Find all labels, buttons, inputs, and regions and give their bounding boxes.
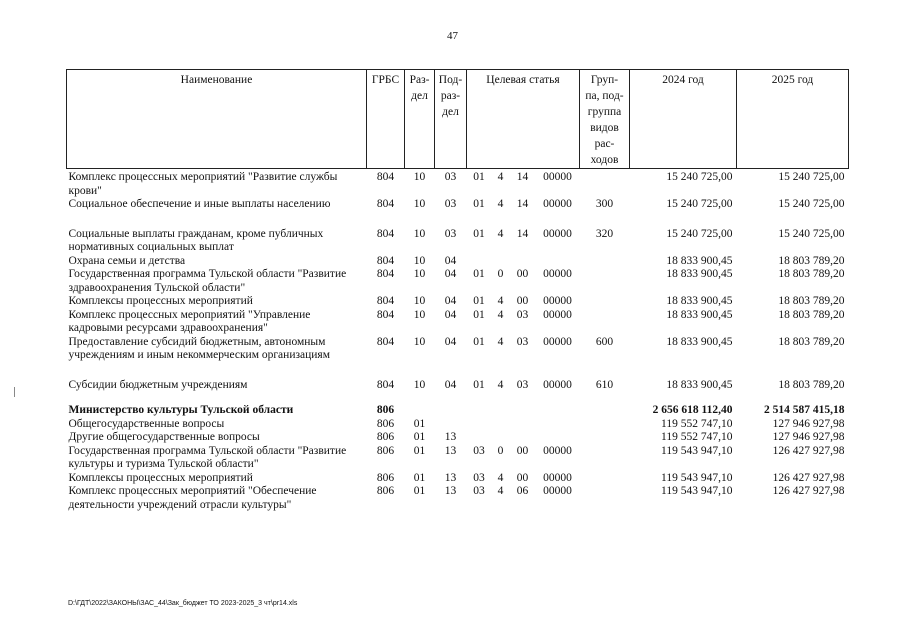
row-name: Другие общегосударственные вопросы [68, 431, 260, 443]
row-target-type [492, 431, 510, 445]
row-target-program: 01 [473, 198, 485, 210]
row-target-type: 4 [497, 198, 504, 210]
row-grbs: 804 [376, 308, 395, 321]
table-row [67, 198, 849, 228]
row-amount-2025: 127 946 927,98 [772, 417, 845, 430]
row-target-type [492, 404, 510, 418]
row-target-code [536, 431, 580, 445]
row-amount-2025: 18 803 789,20 [778, 335, 845, 348]
row-target-type: 4 [497, 227, 504, 240]
row-name: Комплекс процессных мероприятий "Управление кадровыми ресурсами здравоохранения" [68, 308, 311, 334]
table-row [67, 309, 849, 336]
row-target-program: 01 [473, 295, 485, 307]
row-target-program [467, 404, 492, 418]
row-grbs: 806 [376, 471, 395, 484]
row-target-complex: 00 [516, 444, 529, 457]
table-row [67, 268, 849, 295]
row-target-code: 00000 [543, 227, 572, 240]
row-podrazdel: 04 [444, 254, 457, 267]
row-target-code [536, 418, 580, 432]
row-amount-2024: 2 656 618 112,40 [652, 404, 733, 416]
row-target-program [467, 431, 492, 445]
row-name: Субсидии бюджетным учреждениям [68, 378, 248, 391]
row-razdel: 10 [413, 378, 426, 391]
row-razdel: 10 [413, 268, 426, 280]
row-target-type: 0 [497, 444, 504, 457]
row-target-complex: 14 [516, 171, 529, 183]
row-amount-2024: 18 833 900,45 [666, 295, 733, 307]
row-amount-2025: 126 427 927,98 [772, 471, 845, 484]
row-target-program: 01 [473, 308, 485, 321]
row-name: Министерство культуры Тульской области [68, 404, 294, 416]
row-target-code: 00000 [543, 268, 572, 280]
row-podrazdel: 13 [444, 431, 457, 443]
table-row [67, 445, 849, 472]
row-razdel: 01 [413, 431, 426, 443]
header-podrazdel: Под- раз- дел [435, 70, 467, 169]
row-amount-2024: 119 543 947,10 [661, 485, 733, 497]
row-amount-2024: 15 240 725,00 [666, 198, 733, 210]
row-target-complex: 00 [516, 295, 529, 307]
header-razdel: Раз- дел [405, 70, 435, 169]
row-target-type: 4 [497, 308, 504, 321]
row-grbs: 804 [376, 295, 395, 307]
row-amount-2025: 18 803 789,20 [778, 295, 845, 307]
row-amount-2025: 18 803 789,20 [778, 254, 845, 267]
row-target-program: 03 [473, 444, 485, 457]
row-target-program: 03 [473, 485, 485, 497]
row-target-type: 4 [497, 471, 504, 484]
row-target-program: 01 [473, 227, 485, 240]
row-expense-group [580, 169, 630, 199]
row-grbs: 806 [376, 444, 395, 457]
table-row [67, 169, 849, 199]
row-amount-2025: 15 240 725,00 [778, 227, 845, 240]
row-target-code: 00000 [543, 198, 572, 210]
row-target-program: 01 [473, 335, 485, 348]
row-razdel: 01 [413, 444, 426, 457]
row-target-complex: 03 [516, 335, 529, 348]
row-target-program: 01 [473, 268, 485, 280]
row-podrazdel: 04 [444, 308, 457, 321]
row-target-program [467, 255, 492, 269]
row-target-code: 00000 [543, 308, 572, 321]
row-expense-group [580, 404, 630, 418]
row-target-complex [510, 431, 536, 445]
row-amount-2024: 119 543 947,10 [661, 444, 733, 457]
row-target-code: 00000 [543, 378, 572, 391]
row-target-complex: 00 [516, 471, 529, 484]
row-podrazdel [435, 418, 467, 432]
row-name: Социальные выплаты гражданам, кроме публичных нормативных социальных выплат [68, 227, 324, 253]
row-amount-2025: 126 427 927,98 [772, 485, 845, 497]
row-expense-group [580, 255, 630, 269]
row-expense-group [580, 309, 630, 336]
header-2025: 2025 год [737, 70, 849, 169]
row-target-complex [510, 418, 536, 432]
row-podrazdel: 03 [444, 198, 457, 210]
row-target-program [467, 418, 492, 432]
row-grbs: 804 [376, 254, 395, 267]
header-target-article: Целевая статья [467, 70, 580, 169]
file-path-footer: D:\ГДТ\2022\ЗАКОНЫ\ЗАС_44\Зак_бюджет ТО 2023-2025_3 чт\pr14.xls [68, 600, 298, 607]
row-grbs: 804 [376, 378, 395, 391]
row-amount-2025: 15 240 725,00 [778, 171, 845, 183]
row-expense-group: 610 [595, 378, 614, 391]
page-number: 47 [447, 30, 458, 42]
row-target-complex: 03 [516, 308, 529, 321]
row-grbs: 804 [376, 198, 395, 210]
row-amount-2024: 18 833 900,45 [666, 308, 733, 321]
row-podrazdel: 13 [444, 471, 457, 484]
row-target-complex [510, 255, 536, 269]
row-amount-2024: 119 543 947,10 [661, 471, 733, 484]
row-target-complex: 03 [516, 378, 529, 391]
table-row [67, 255, 849, 269]
row-name: Комплексы процессных мероприятий [68, 295, 253, 307]
row-amount-2024: 18 833 900,45 [666, 254, 733, 267]
row-name: Социальное обеспечение и иные выплаты населению [68, 198, 331, 210]
row-expense-group [580, 268, 630, 295]
row-target-complex [510, 404, 536, 418]
row-name: Комплекс процессных мероприятий "Развитие службы крови" [68, 171, 338, 197]
row-grbs: 806 [376, 485, 395, 497]
row-amount-2025: 2 514 587 415,18 [764, 404, 845, 416]
row-name: Предоставление субсидий бюджетным, автономным учреждениям и иным некоммерческим организациям [68, 335, 330, 361]
row-amount-2024: 15 240 725,00 [666, 171, 733, 183]
row-expense-group [580, 485, 630, 512]
table-row [67, 379, 849, 405]
row-expense-group [580, 295, 630, 309]
row-target-type: 4 [497, 171, 504, 183]
row-amount-2024: 15 240 725,00 [666, 227, 733, 240]
row-podrazdel: 03 [444, 227, 457, 240]
row-amount-2025: 18 803 789,20 [778, 378, 845, 391]
row-expense-group [580, 418, 630, 432]
table-row [67, 228, 849, 255]
row-razdel: 01 [413, 417, 426, 430]
row-target-type [492, 255, 510, 269]
row-razdel: 10 [413, 335, 426, 348]
row-grbs: 804 [376, 171, 395, 183]
table-body [67, 169, 849, 513]
row-expense-group: 300 [595, 198, 614, 210]
table-row [67, 418, 849, 432]
table-row [67, 431, 849, 445]
row-target-type [492, 418, 510, 432]
row-name: Государственная программа Тульской области "Развитие здравоохранения Тульской области" [68, 268, 347, 294]
row-podrazdel: 04 [444, 335, 457, 348]
row-podrazdel: 13 [444, 444, 457, 457]
row-amount-2024: 119 552 747,10 [661, 431, 733, 443]
row-target-complex: 14 [516, 198, 529, 210]
row-grbs: 804 [376, 268, 395, 280]
row-razdel: 10 [413, 254, 426, 267]
row-name: Общегосударственные вопросы [68, 417, 225, 430]
row-name: Государственная программа Тульской области "Развитие культуры и туризма Тульской области" [68, 444, 347, 470]
table-row [67, 336, 849, 379]
row-razdel: 01 [413, 485, 426, 497]
table-row [67, 295, 849, 309]
row-razdel [405, 404, 435, 418]
row-podrazdel: 04 [444, 295, 457, 307]
row-amount-2024: 18 833 900,45 [666, 335, 733, 348]
row-expense-group: 600 [595, 335, 614, 348]
row-target-type: 4 [497, 335, 504, 348]
row-target-code [536, 255, 580, 269]
row-amount-2024: 119 552 747,10 [661, 417, 733, 430]
row-razdel: 01 [413, 471, 426, 484]
row-podrazdel: 04 [444, 378, 457, 391]
row-name: Комплексы процессных мероприятий [68, 471, 253, 484]
row-razdel: 10 [413, 227, 426, 240]
row-amount-2025: 126 427 927,98 [772, 444, 845, 457]
row-amount-2025: 18 803 789,20 [778, 268, 845, 280]
row-target-program: 01 [473, 171, 485, 183]
table-header-row [67, 70, 849, 169]
row-razdel: 10 [413, 308, 426, 321]
row-podrazdel: 03 [444, 171, 457, 183]
row-target-code [536, 404, 580, 418]
row-grbs: 806 [376, 431, 395, 443]
row-amount-2024: 18 833 900,45 [666, 378, 733, 391]
table-row [67, 485, 849, 512]
row-name: Комплекс процессных мероприятий "Обеспечение деятельности учреждений отрасли культуры" [68, 485, 317, 511]
row-target-code: 00000 [543, 471, 572, 484]
row-target-code: 00000 [543, 335, 572, 348]
row-target-complex: 14 [516, 227, 529, 240]
row-expense-group [580, 472, 630, 486]
header-expense-group: Груп- па, под- группа видов рас- ходов [580, 70, 630, 169]
row-target-complex: 06 [516, 485, 529, 497]
margin-mark [14, 387, 15, 397]
row-expense-group [580, 445, 630, 472]
row-target-type: 4 [497, 378, 504, 391]
row-razdel: 10 [413, 295, 426, 307]
budget-table [66, 69, 849, 512]
row-amount-2025: 18 803 789,20 [778, 308, 845, 321]
row-grbs: 806 [376, 404, 395, 416]
row-target-type: 4 [497, 295, 504, 307]
table-row [67, 404, 849, 418]
row-amount-2025: 127 946 927,98 [772, 431, 845, 443]
row-target-type: 4 [497, 485, 504, 497]
row-target-program: 01 [473, 378, 485, 391]
row-expense-group [580, 431, 630, 445]
table-row [67, 472, 849, 486]
row-razdel: 10 [413, 171, 426, 183]
row-target-code: 00000 [543, 295, 572, 307]
row-target-type: 0 [497, 268, 504, 280]
header-grbs: ГРБС [367, 70, 405, 169]
header-name: Наименование [67, 70, 367, 169]
row-podrazdel: 13 [444, 485, 457, 497]
row-target-complex: 00 [516, 268, 529, 280]
row-target-code: 00000 [543, 444, 572, 457]
row-podrazdel [435, 404, 467, 418]
row-grbs: 804 [376, 227, 395, 240]
row-target-program: 03 [473, 471, 485, 484]
row-amount-2024: 18 833 900,45 [666, 268, 733, 280]
row-expense-group: 320 [595, 227, 614, 240]
row-target-code: 00000 [543, 171, 572, 183]
row-name: Охрана семьи и детства [68, 254, 186, 267]
row-razdel: 10 [413, 198, 426, 210]
row-grbs: 806 [376, 417, 395, 430]
row-target-code: 00000 [543, 485, 572, 497]
row-podrazdel: 04 [444, 268, 457, 280]
row-amount-2025: 15 240 725,00 [778, 198, 845, 210]
header-2024: 2024 год [630, 70, 737, 169]
row-grbs: 804 [376, 335, 395, 348]
